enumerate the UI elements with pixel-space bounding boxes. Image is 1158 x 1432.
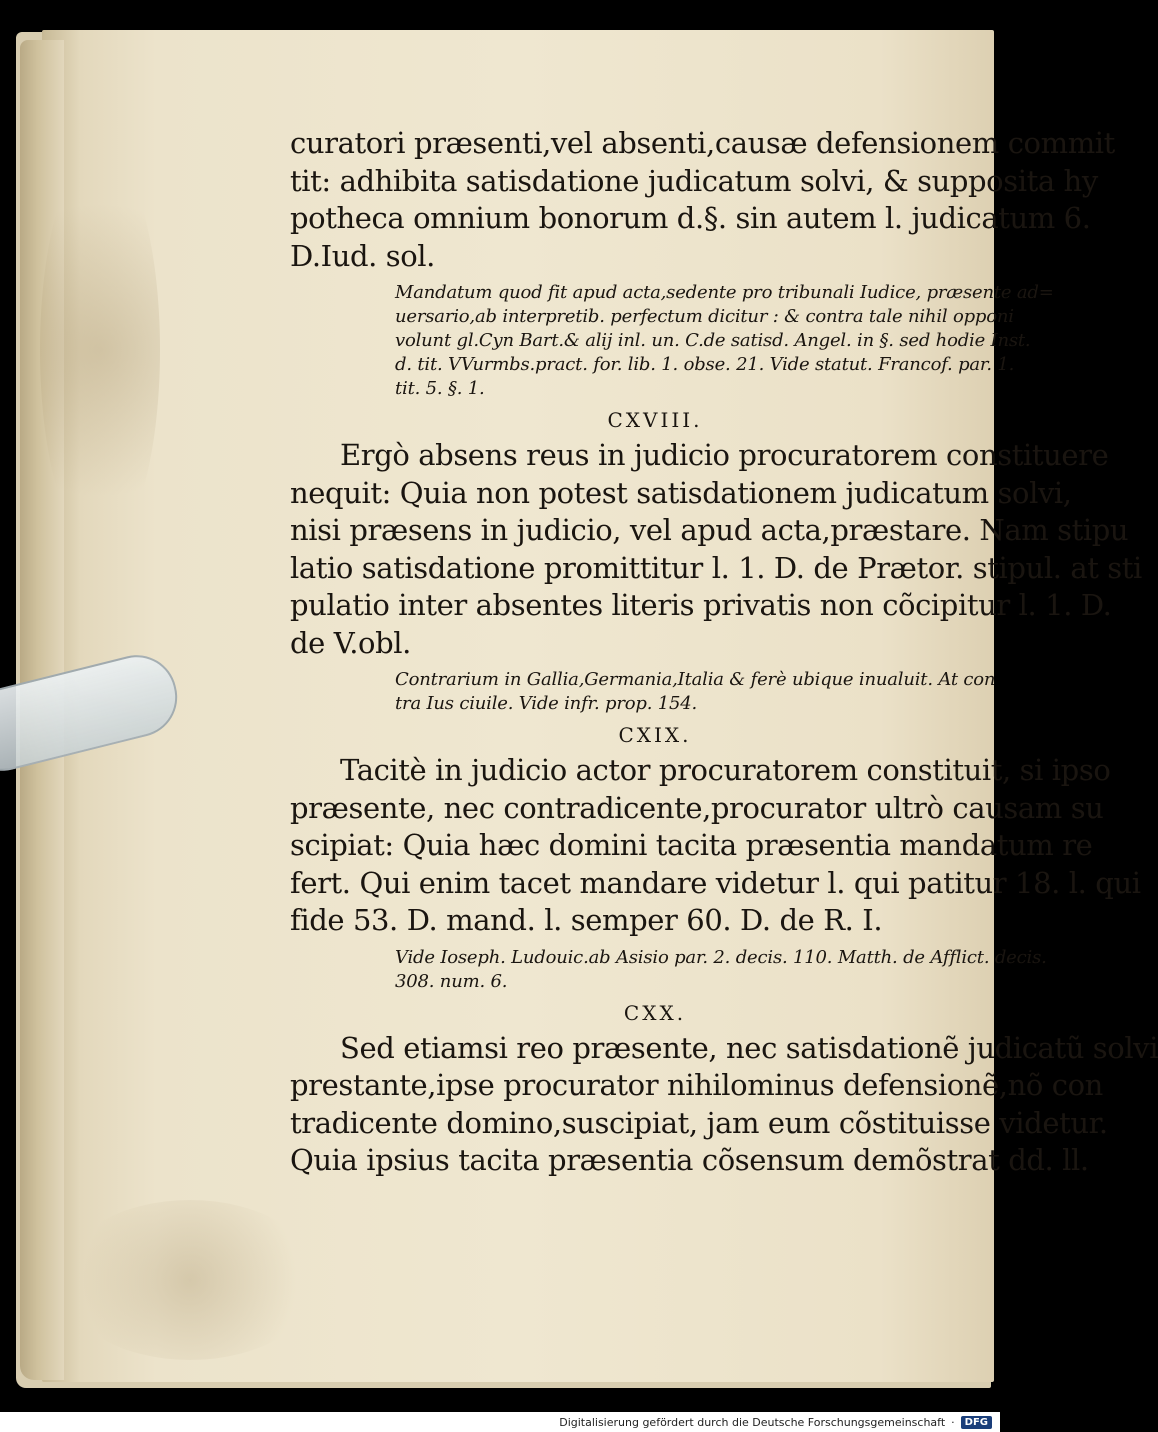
note-line: tra Ius ciuile. Vide infr. prop. 154. bbox=[395, 693, 698, 714]
paragraph-1 bbox=[290, 125, 1115, 275]
note-line: Mandatum quod fit apud acta,sedente pro tribunali Iudice, præsente ad= bbox=[395, 282, 1054, 303]
text-line: tradicente domino,suscipiat, jam eum cõstituisse videtur. bbox=[290, 1105, 1108, 1140]
paper-stain bbox=[60, 1200, 320, 1360]
text-line: D.Iud. sol. bbox=[290, 238, 436, 273]
text-line: præsente, nec contradicente,procurator ultrò causam su bbox=[290, 790, 1104, 825]
text-line: prestante,ipse procurator nihilominus defensionẽ,nõ con bbox=[290, 1068, 1103, 1102]
text-line: Sed etiamsi reo præsente, nec satisdationẽ judicatũ solvi bbox=[340, 1030, 1158, 1065]
note-line: tit. 5. §. 1. bbox=[395, 378, 485, 399]
digitization-footer bbox=[0, 1412, 1000, 1432]
text-line: fide 53. D. mand. l. semper 60. D. de R. I. bbox=[290, 903, 883, 937]
text-line: potheca omnium bonorum d.§. sin autem l. judicatum 6. bbox=[290, 201, 1091, 235]
text-line: latio satisdatione promittitur l. 1. D. de Prætor. stipul. at sti bbox=[290, 550, 1142, 585]
section-heading: CXIX. bbox=[618, 723, 692, 747]
text-line: curatori præsenti,vel absenti,causæ defensionem commit bbox=[290, 126, 1115, 160]
note-line: volunt gl.Cyn Bart.& alij inl. un. C.de satisd. Angel. in §. sed hodie Inst. bbox=[395, 330, 1031, 351]
text-line: nequit: Quia non potest satisdationem judicatum solvi, bbox=[290, 475, 1072, 510]
note-line: 308. num. 6. bbox=[395, 970, 508, 992]
footer-credit-text: Digitalisierung gefördert durch die Deutsche Forschungsgemeinschaft bbox=[559, 1415, 946, 1429]
footer-separator: · bbox=[951, 1415, 955, 1429]
annotation-note-3 bbox=[395, 946, 1047, 994]
paragraph-3 bbox=[290, 752, 1141, 940]
paragraph-4 bbox=[290, 1030, 1158, 1180]
note-line: Vide Ioseph. Ludouic.ab Asisio par. 2. decis. 110. Matth. de Afflict. decis. bbox=[395, 946, 1047, 968]
text-line: Ergò absens reus in judicio procuratorem constituere bbox=[340, 438, 1109, 472]
annotation-note-1 bbox=[395, 281, 1054, 401]
text-line: tit: adhibita satisdatione judicatum solvi, & supposita hy bbox=[290, 163, 1098, 198]
text-line: Tacitè in judicio actor procuratorem constituit, si ipso bbox=[340, 753, 1111, 787]
note-line: d. tit. VVurmbs.pract. for. lib. 1. obse. 21. Vide statut. Francof. par. 1. bbox=[395, 354, 1015, 375]
page-text bbox=[290, 125, 1158, 1180]
section-heading: CXVIII. bbox=[607, 408, 703, 432]
text-line: Quia ipsius tacita præsentia cõsensum demõstrat dd. ll. bbox=[290, 1143, 1089, 1177]
text-line: nisi præsens in judicio, vel apud acta,præstare. Nam stipu bbox=[290, 513, 1129, 547]
paragraph-2 bbox=[290, 437, 1142, 662]
text-line: pulatio inter absentes literis privatis non cõcipitur l. 1. D. bbox=[290, 588, 1112, 622]
text-line: scipiat: Quia hæc domini tacita præsentia mandatum re bbox=[290, 828, 1093, 862]
annotation-note-2 bbox=[395, 668, 996, 716]
text-line: de V.obl. bbox=[290, 625, 411, 660]
section-heading: CXX. bbox=[623, 1000, 687, 1025]
paper-stain bbox=[40, 150, 160, 550]
dfg-logo: DFG bbox=[961, 1416, 992, 1429]
text-line: fert. Qui enim tacet mandare videtur l. qui patitur 18. l. qui bbox=[290, 865, 1141, 900]
note-line: Contrarium in Gallia,Germania,Italia & ferè ubique inualuit. At con bbox=[395, 669, 996, 690]
note-line: uersario,ab interpretib. perfectum dicitur : & contra tale nihil opponi bbox=[395, 306, 1014, 327]
